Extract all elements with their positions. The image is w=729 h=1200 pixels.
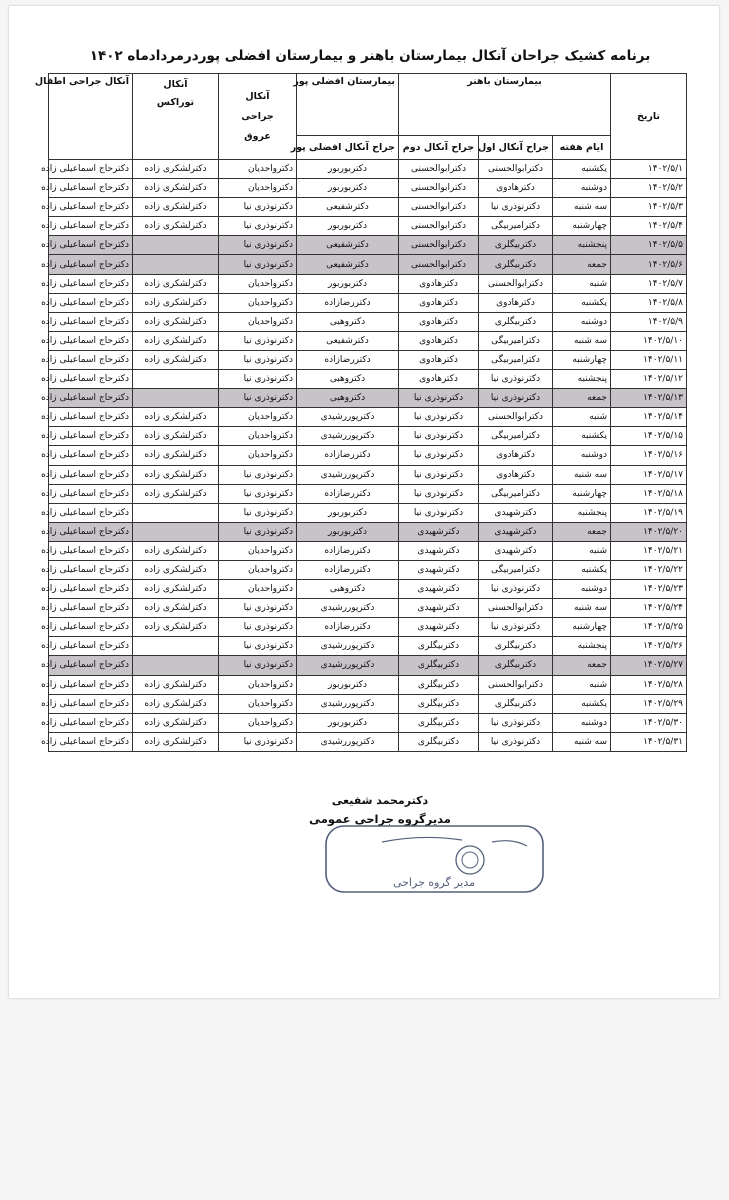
cell-thorax: دکترلشکری زاده: [133, 274, 219, 293]
cell-weekday: جمعه: [553, 656, 611, 675]
cell-thorax: دکترلشکری زاده: [133, 312, 219, 331]
cell-weekday: سه شنبه: [553, 198, 611, 217]
cell-second-oncall: دکترابوالحسنی: [399, 236, 479, 255]
cell-date: ۱۴۰۲/۵/۱۶: [611, 446, 687, 465]
cell-second-oncall: دکترشهیدی: [399, 560, 479, 579]
cell-date: ۱۴۰۲/۵/۱۷: [611, 465, 687, 484]
cell-first-oncall: دکترهادوی: [479, 179, 553, 198]
schedule-row: [49, 637, 687, 656]
cell-thorax: دکترلشکری زاده: [133, 541, 219, 560]
cell-second-oncall: دکترابوالحسنی: [399, 255, 479, 274]
cell-vascular: دکترنوذری نیا: [219, 389, 297, 408]
cell-first-oncall: دکترابوالحسنی: [479, 274, 553, 293]
cell-afzalipour-oncall: دکتررضازاده: [297, 618, 399, 637]
cell-date: ۱۴۰۲/۵/۲۰: [611, 522, 687, 541]
header-thorax: آنکال توراکس: [133, 74, 219, 160]
cell-weekday: شنبه: [553, 274, 611, 293]
cell-weekday: دوشنبه: [553, 713, 611, 732]
cell-first-oncall: دکترهادوی: [479, 465, 553, 484]
cell-thorax: دکترلشکری زاده: [133, 484, 219, 503]
cell-date: ۱۴۰۲/۵/۱۸: [611, 484, 687, 503]
schedule-row: [49, 179, 687, 198]
cell-date: ۱۴۰۲/۵/۳: [611, 198, 687, 217]
schedule-row: [49, 694, 687, 713]
cell-pediatric: دکترحاج اسماعیلی زاده: [49, 370, 133, 389]
cell-afzalipour-oncall: دکتروهبی: [297, 370, 399, 389]
schedule-row: [49, 236, 687, 255]
cell-first-oncall: دکتربیگلری: [479, 236, 553, 255]
schedule-row: [49, 255, 687, 274]
cell-second-oncall: دکترنوذری نیا: [399, 408, 479, 427]
cell-first-oncall: دکترامیربیگی: [479, 350, 553, 369]
cell-pediatric: دکترحاج اسماعیلی زاده: [49, 675, 133, 694]
schedule-row: [49, 522, 687, 541]
cell-first-oncall: دکترنوذری نیا: [479, 713, 553, 732]
cell-weekday: چهارشنبه: [553, 217, 611, 236]
cell-first-oncall: دکترشهیدی: [479, 522, 553, 541]
cell-pediatric: دکترحاج اسماعیلی زاده: [49, 541, 133, 560]
cell-second-oncall: دکترشهیدی: [399, 541, 479, 560]
cell-weekday: دوشنبه: [553, 580, 611, 599]
cell-vascular: دکترواحدیان: [219, 675, 297, 694]
cell-second-oncall: دکترهادوی: [399, 370, 479, 389]
cell-afzalipour-oncall: دکترشفیعی: [297, 331, 399, 350]
cell-second-oncall: دکترشهیدی: [399, 599, 479, 618]
cell-second-oncall: دکترهادوی: [399, 331, 479, 350]
schedule-row: [49, 599, 687, 618]
cell-vascular: دکترنوذری نیا: [219, 637, 297, 656]
cell-vascular: دکترواحدیان: [219, 560, 297, 579]
schedule-row: [49, 274, 687, 293]
cell-weekday: چهارشنبه: [553, 618, 611, 637]
cell-pediatric: دکترحاج اسماعیلی زاده: [49, 312, 133, 331]
schedule-row: [49, 408, 687, 427]
cell-vascular: دکترنوذری نیا: [219, 503, 297, 522]
cell-thorax: [133, 637, 219, 656]
cell-vascular: دکترواحدیان: [219, 427, 297, 446]
cell-afzalipour-oncall: دکترپوررشیدی: [297, 694, 399, 713]
cell-first-oncall: دکترنوذری نیا: [479, 370, 553, 389]
cell-first-oncall: دکترامیربیگی: [479, 331, 553, 350]
cell-second-oncall: دکترنوذری نیا: [399, 446, 479, 465]
cell-vascular: دکترواحدیان: [219, 160, 297, 179]
cell-weekday: شنبه: [553, 408, 611, 427]
header-vascular: آنکال جراحی عروق: [219, 74, 297, 160]
cell-vascular: دکترواحدیان: [219, 580, 297, 599]
schedule-row: [49, 312, 687, 331]
cell-second-oncall: دکترهادوی: [399, 312, 479, 331]
cell-vascular: دکترنوذری نیا: [219, 350, 297, 369]
header-second-oncall: جراح آنکال دوم: [399, 136, 479, 160]
schedule-row: [49, 675, 687, 694]
cell-date: ۱۴۰۲/۵/۲۲: [611, 560, 687, 579]
stamp-script-lines: [382, 837, 527, 846]
cell-afzalipour-oncall: دکترپوررشیدی: [297, 408, 399, 427]
cell-first-oncall: دکترابوالحسنی: [479, 599, 553, 618]
cell-pediatric: دکترحاج اسماعیلی زاده: [49, 656, 133, 675]
cell-thorax: دکترلشکری زاده: [133, 465, 219, 484]
cell-afzalipour-oncall: دکتررضازاده: [297, 541, 399, 560]
cell-weekday: سه شنبه: [553, 331, 611, 350]
cell-pediatric: دکترحاج اسماعیلی زاده: [49, 408, 133, 427]
signature-role: مدیرگروه جراحی عمومی: [309, 812, 451, 826]
cell-thorax: دکترلشکری زاده: [133, 732, 219, 751]
cell-date: ۱۴۰۲/۵/۱۲: [611, 370, 687, 389]
cell-second-oncall: دکترشهیدی: [399, 580, 479, 599]
cell-afzalipour-oncall: دکترشفیعی: [297, 236, 399, 255]
schedule-row: [49, 465, 687, 484]
cell-weekday: چهارشنبه: [553, 484, 611, 503]
cell-thorax: دکترلشکری زاده: [133, 408, 219, 427]
cell-date: ۱۴۰۲/۵/۱۹: [611, 503, 687, 522]
cell-pediatric: دکترحاج اسماعیلی زاده: [49, 522, 133, 541]
cell-afzalipour-oncall: دکتربوربور: [297, 274, 399, 293]
cell-thorax: [133, 656, 219, 675]
cell-pediatric: دکترحاج اسماعیلی زاده: [49, 236, 133, 255]
cell-second-oncall: دکترنوذری نیا: [399, 427, 479, 446]
cell-second-oncall: دکتربیگلری: [399, 713, 479, 732]
cell-afzalipour-oncall: دکتربوربور: [297, 522, 399, 541]
official-stamp: [322, 820, 547, 898]
schedule-row: [49, 427, 687, 446]
cell-date: ۱۴۰۲/۵/۱۳: [611, 389, 687, 408]
cell-weekday: یکشنبه: [553, 560, 611, 579]
cell-afzalipour-oncall: دکتربوربور: [297, 217, 399, 236]
cell-first-oncall: دکترنوذری نیا: [479, 580, 553, 599]
cell-thorax: [133, 522, 219, 541]
cell-pediatric: دکترحاج اسماعیلی زاده: [49, 217, 133, 236]
cell-date: ۱۴۰۲/۵/۳۰: [611, 713, 687, 732]
cell-vascular: دکترواحدیان: [219, 541, 297, 560]
schedule-row: [49, 580, 687, 599]
cell-pediatric: دکترحاج اسماعیلی زاده: [49, 637, 133, 656]
cell-vascular: دکترنوذری نیا: [219, 522, 297, 541]
cell-weekday: شنبه: [553, 675, 611, 694]
header-weekday: ایام هفته: [553, 136, 611, 160]
schedule-row: [49, 331, 687, 350]
cell-second-oncall: دکترشهیدی: [399, 618, 479, 637]
cell-vascular: دکترنوذری نیا: [219, 217, 297, 236]
cell-vascular: دکترنوذری نیا: [219, 656, 297, 675]
cell-weekday: سه شنبه: [553, 732, 611, 751]
cell-date: ۱۴۰۲/۵/۲۹: [611, 694, 687, 713]
cell-pediatric: دکترحاج اسماعیلی زاده: [49, 732, 133, 751]
cell-afzalipour-oncall: دکترپوررشیدی: [297, 599, 399, 618]
cell-first-oncall: دکترنوذری نیا: [479, 732, 553, 751]
cell-second-oncall: دکترهادوی: [399, 350, 479, 369]
cell-weekday: سه شنبه: [553, 465, 611, 484]
cell-second-oncall: دکتربیگلری: [399, 637, 479, 656]
cell-thorax: دکترلشکری زاده: [133, 160, 219, 179]
cell-thorax: دکترلشکری زاده: [133, 618, 219, 637]
cell-date: ۱۴۰۲/۵/۲۷: [611, 656, 687, 675]
schedule-row: [49, 198, 687, 217]
cell-second-oncall: دکتربیگلری: [399, 694, 479, 713]
cell-pediatric: دکترحاج اسماعیلی زاده: [49, 484, 133, 503]
cell-pediatric: دکترحاج اسماعیلی زاده: [49, 580, 133, 599]
schedule-row: [49, 293, 687, 312]
cell-date: ۱۴۰۲/۵/۱۴: [611, 408, 687, 427]
stamp-emblem-icon: [456, 846, 484, 874]
cell-weekday: جمعه: [553, 255, 611, 274]
cell-vascular: دکترواحدیان: [219, 446, 297, 465]
cell-vascular: دکترواحدیان: [219, 713, 297, 732]
cell-afzalipour-oncall: دکتروهبی: [297, 580, 399, 599]
cell-vascular: دکترواحدیان: [219, 312, 297, 331]
cell-first-oncall: دکتربیگلری: [479, 656, 553, 675]
cell-vascular: دکترواحدیان: [219, 179, 297, 198]
cell-first-oncall: دکترنوذری نیا: [479, 198, 553, 217]
cell-thorax: [133, 236, 219, 255]
cell-afzalipour-oncall: دکتررضازاده: [297, 446, 399, 465]
cell-first-oncall: دکترهادوی: [479, 446, 553, 465]
cell-vascular: دکترنوذری نیا: [219, 198, 297, 217]
schedule-row: [49, 713, 687, 732]
cell-date: ۱۴۰۲/۵/۱۱: [611, 350, 687, 369]
cell-vascular: دکترنوذری نیا: [219, 255, 297, 274]
cell-date: ۱۴۰۲/۵/۹: [611, 312, 687, 331]
cell-weekday: جمعه: [553, 389, 611, 408]
cell-second-oncall: دکترابوالحسنی: [399, 217, 479, 236]
header-bahonar: بیمارستان باهنر: [399, 74, 611, 136]
cell-weekday: دوشنبه: [553, 179, 611, 198]
cell-first-oncall: دکترنوذری نیا: [479, 389, 553, 408]
cell-date: ۱۴۰۲/۵/۴: [611, 217, 687, 236]
cell-pediatric: دکترحاج اسماعیلی زاده: [49, 694, 133, 713]
cell-second-oncall: دکترابوالحسنی: [399, 179, 479, 198]
cell-weekday: شنبه: [553, 541, 611, 560]
cell-weekday: پنجشنبه: [553, 503, 611, 522]
cell-weekday: یکشنبه: [553, 427, 611, 446]
cell-weekday: یکشنبه: [553, 293, 611, 312]
cell-pediatric: دکترحاج اسماعیلی زاده: [49, 560, 133, 579]
cell-first-oncall: دکترهادوی: [479, 293, 553, 312]
cell-pediatric: دکترحاج اسماعیلی زاده: [49, 198, 133, 217]
schedule-row: [49, 446, 687, 465]
schedule-row: [49, 350, 687, 369]
schedule-row: [49, 389, 687, 408]
cell-pediatric: دکترحاج اسماعیلی زاده: [49, 255, 133, 274]
cell-afzalipour-oncall: دکتربوربور: [297, 503, 399, 522]
cell-weekday: دوشنبه: [553, 312, 611, 331]
cell-afzalipour-oncall: دکتررضازاده: [297, 350, 399, 369]
cell-afzalipour-oncall: دکتربوربور: [297, 713, 399, 732]
signature-name: دکترمحمد شفیعی: [331, 794, 429, 807]
cell-thorax: دکترلشکری زاده: [133, 217, 219, 236]
cell-first-oncall: دکترامیربیگی: [479, 560, 553, 579]
cell-first-oncall: دکترابوالحسنی: [479, 408, 553, 427]
cell-date: ۱۴۰۲/۵/۵: [611, 236, 687, 255]
cell-thorax: دکترلشکری زاده: [133, 446, 219, 465]
cell-afzalipour-oncall: دکترشفیعی: [297, 198, 399, 217]
header-first-oncall: جراح آنکال اول: [479, 136, 553, 160]
cell-first-oncall: دکترامیربیگی: [479, 217, 553, 236]
cell-thorax: [133, 389, 219, 408]
cell-afzalipour-oncall: دکتربوربور: [297, 179, 399, 198]
cell-date: ۱۴۰۲/۵/۷: [611, 274, 687, 293]
cell-date: ۱۴۰۲/۵/۲۱: [611, 541, 687, 560]
cell-first-oncall: دکترامیربیگی: [479, 484, 553, 503]
cell-date: ۱۴۰۲/۵/۲۵: [611, 618, 687, 637]
cell-pediatric: دکترحاج اسماعیلی زاده: [49, 427, 133, 446]
cell-vascular: دکترنوذری نیا: [219, 484, 297, 503]
cell-pediatric: دکترحاج اسماعیلی زاده: [49, 713, 133, 732]
header-afzalipour: بیمارستان افضلی پور: [297, 74, 399, 136]
header-date: تاریخ: [611, 74, 687, 160]
cell-vascular: دکترنوذری نیا: [219, 618, 297, 637]
cell-afzalipour-oncall: دکتررضازاده: [297, 293, 399, 312]
schedule-row: [49, 656, 687, 675]
schedule-row: [49, 618, 687, 637]
cell-afzalipour-oncall: دکترشفیعی: [297, 255, 399, 274]
cell-vascular: دکترنوذری نیا: [219, 331, 297, 350]
cell-vascular: دکترواحدیان: [219, 408, 297, 427]
cell-pediatric: دکترحاج اسماعیلی زاده: [49, 465, 133, 484]
cell-first-oncall: دکتربیگلری: [479, 312, 553, 331]
cell-thorax: دکترلشکری زاده: [133, 713, 219, 732]
cell-thorax: دکترلشکری زاده: [133, 293, 219, 312]
cell-weekday: پنجشنبه: [553, 236, 611, 255]
cell-second-oncall: دکترهادوی: [399, 274, 479, 293]
stamp-emblem-inner: [462, 852, 478, 868]
cell-first-oncall: دکترامیربیگی: [479, 427, 553, 446]
cell-thorax: دکترلشکری زاده: [133, 580, 219, 599]
cell-thorax: دکترلشکری زاده: [133, 560, 219, 579]
cell-vascular: دکترنوذری نیا: [219, 599, 297, 618]
cell-thorax: دکترلشکری زاده: [133, 599, 219, 618]
cell-weekday: دوشنبه: [553, 446, 611, 465]
cell-thorax: [133, 255, 219, 274]
cell-second-oncall: دکترابوالحسنی: [399, 160, 479, 179]
stamp-caption: مدیر گروه جراحی: [392, 876, 476, 889]
cell-pediatric: دکترحاج اسماعیلی زاده: [49, 274, 133, 293]
schedule-row: [49, 541, 687, 560]
cell-thorax: [133, 370, 219, 389]
cell-first-oncall: دکترابوالحسنی: [479, 675, 553, 694]
cell-vascular: دکترواحدیان: [219, 694, 297, 713]
cell-weekday: پنجشنبه: [553, 370, 611, 389]
cell-vascular: دکترنوذری نیا: [219, 465, 297, 484]
cell-second-oncall: دکترهادوی: [399, 293, 479, 312]
cell-afzalipour-oncall: دکتررضازاده: [297, 560, 399, 579]
cell-pediatric: دکترحاج اسماعیلی زاده: [49, 503, 133, 522]
cell-weekday: یکشنبه: [553, 160, 611, 179]
cell-date: ۱۴۰۲/۵/۱۵: [611, 427, 687, 446]
cell-thorax: [133, 503, 219, 522]
cell-pediatric: دکترحاج اسماعیلی زاده: [49, 179, 133, 198]
cell-second-oncall: دکتربیگلری: [399, 732, 479, 751]
cell-vascular: دکترنوذری نیا: [219, 370, 297, 389]
cell-date: ۱۴۰۲/۵/۲۸: [611, 675, 687, 694]
cell-second-oncall: دکترنوذری نیا: [399, 465, 479, 484]
schedule-table: [34, 73, 687, 752]
cell-thorax: دکترلشکری زاده: [133, 198, 219, 217]
cell-thorax: دکترلشکری زاده: [133, 331, 219, 350]
cell-second-oncall: دکتربیگلری: [399, 675, 479, 694]
cell-date: ۱۴۰۲/۵/۲۳: [611, 580, 687, 599]
cell-first-oncall: دکتربیگلری: [479, 694, 553, 713]
cell-afzalipour-oncall: دکترپوررشیدی: [297, 732, 399, 751]
cell-pediatric: دکترحاج اسماعیلی زاده: [49, 446, 133, 465]
cell-afzalipour-oncall: دکترپوررشیدی: [297, 427, 399, 446]
cell-thorax: دکترلشکری زاده: [133, 427, 219, 446]
cell-pediatric: دکترحاج اسماعیلی زاده: [49, 160, 133, 179]
cell-afzalipour-oncall: دکترپوررشیدی: [297, 465, 399, 484]
cell-weekday: چهارشنبه: [553, 350, 611, 369]
cell-pediatric: دکترحاج اسماعیلی زاده: [49, 389, 133, 408]
cell-second-oncall: دکترنوذری نیا: [399, 484, 479, 503]
schedule-row: [49, 217, 687, 236]
cell-first-oncall: دکترنوذری نیا: [479, 618, 553, 637]
cell-weekday: یکشنبه: [553, 694, 611, 713]
cell-first-oncall: دکترشهیدی: [479, 503, 553, 522]
schedule-row: [49, 484, 687, 503]
header-pediatric: آنکال جراحی اطفال: [49, 74, 133, 160]
cell-date: ۱۴۰۲/۵/۳۱: [611, 732, 687, 751]
cell-afzalipour-oncall: دکتروهبی: [297, 389, 399, 408]
cell-afzalipour-oncall: دکتربوربور: [297, 675, 399, 694]
cell-second-oncall: دکترابوالحسنی: [399, 198, 479, 217]
cell-second-oncall: دکترنوذری نیا: [399, 503, 479, 522]
cell-vascular: دکترنوذری نیا: [219, 732, 297, 751]
cell-thorax: دکترلشکری زاده: [133, 350, 219, 369]
cell-weekday: پنجشنبه: [553, 637, 611, 656]
schedule-row: [49, 732, 687, 751]
cell-date: ۱۴۰۲/۵/۱: [611, 160, 687, 179]
cell-weekday: جمعه: [553, 522, 611, 541]
cell-first-oncall: دکتربیگلری: [479, 637, 553, 656]
cell-second-oncall: دکتربیگلری: [399, 656, 479, 675]
cell-afzalipour-oncall: دکترپوررشیدی: [297, 656, 399, 675]
cell-first-oncall: دکتربیگلری: [479, 255, 553, 274]
cell-afzalipour-oncall: دکتربوربور: [297, 160, 399, 179]
cell-thorax: دکترلشکری زاده: [133, 179, 219, 198]
cell-thorax: دکترلشکری زاده: [133, 694, 219, 713]
cell-pediatric: دکترحاج اسماعیلی زاده: [49, 618, 133, 637]
cell-second-oncall: دکترشهیدی: [399, 522, 479, 541]
cell-date: ۱۴۰۲/۵/۲۴: [611, 599, 687, 618]
cell-weekday: سه شنبه: [553, 599, 611, 618]
schedule-row: [49, 370, 687, 389]
cell-date: ۱۴۰۲/۵/۶: [611, 255, 687, 274]
cell-pediatric: دکترحاج اسماعیلی زاده: [49, 350, 133, 369]
cell-afzalipour-oncall: دکترپوررشیدی: [297, 637, 399, 656]
cell-first-oncall: دکترابوالحسنی: [479, 160, 553, 179]
schedule-row: [49, 560, 687, 579]
cell-date: ۱۴۰۲/۵/۱۰: [611, 331, 687, 350]
cell-thorax: دکترلشکری زاده: [133, 675, 219, 694]
cell-pediatric: دکترحاج اسماعیلی زاده: [49, 599, 133, 618]
schedule-row: [49, 160, 687, 179]
cell-first-oncall: دکترشهیدی: [479, 541, 553, 560]
header-afzalipour-oncall: جراح آنکال افضلی پور: [297, 136, 399, 160]
document-title: برنامه کشیک جراحان آنکال بیمارستان باهنر و بیمارستان افضلی پوردرمردادماه ۱۴۰۲: [89, 48, 651, 64]
cell-vascular: دکترواحدیان: [219, 293, 297, 312]
schedule-row: [49, 503, 687, 522]
cell-date: ۱۴۰۲/۵/۸: [611, 293, 687, 312]
cell-pediatric: دکترحاج اسماعیلی زاده: [49, 331, 133, 350]
cell-afzalipour-oncall: دکتروهبی: [297, 312, 399, 331]
cell-date: ۱۴۰۲/۵/۲۶: [611, 637, 687, 656]
cell-vascular: دکترواحدیان: [219, 274, 297, 293]
cell-pediatric: دکترحاج اسماعیلی زاده: [49, 293, 133, 312]
cell-vascular: دکترنوذری نیا: [219, 236, 297, 255]
cell-second-oncall: دکترنوذری نیا: [399, 389, 479, 408]
cell-afzalipour-oncall: دکتررضازاده: [297, 484, 399, 503]
cell-date: ۱۴۰۲/۵/۲: [611, 179, 687, 198]
